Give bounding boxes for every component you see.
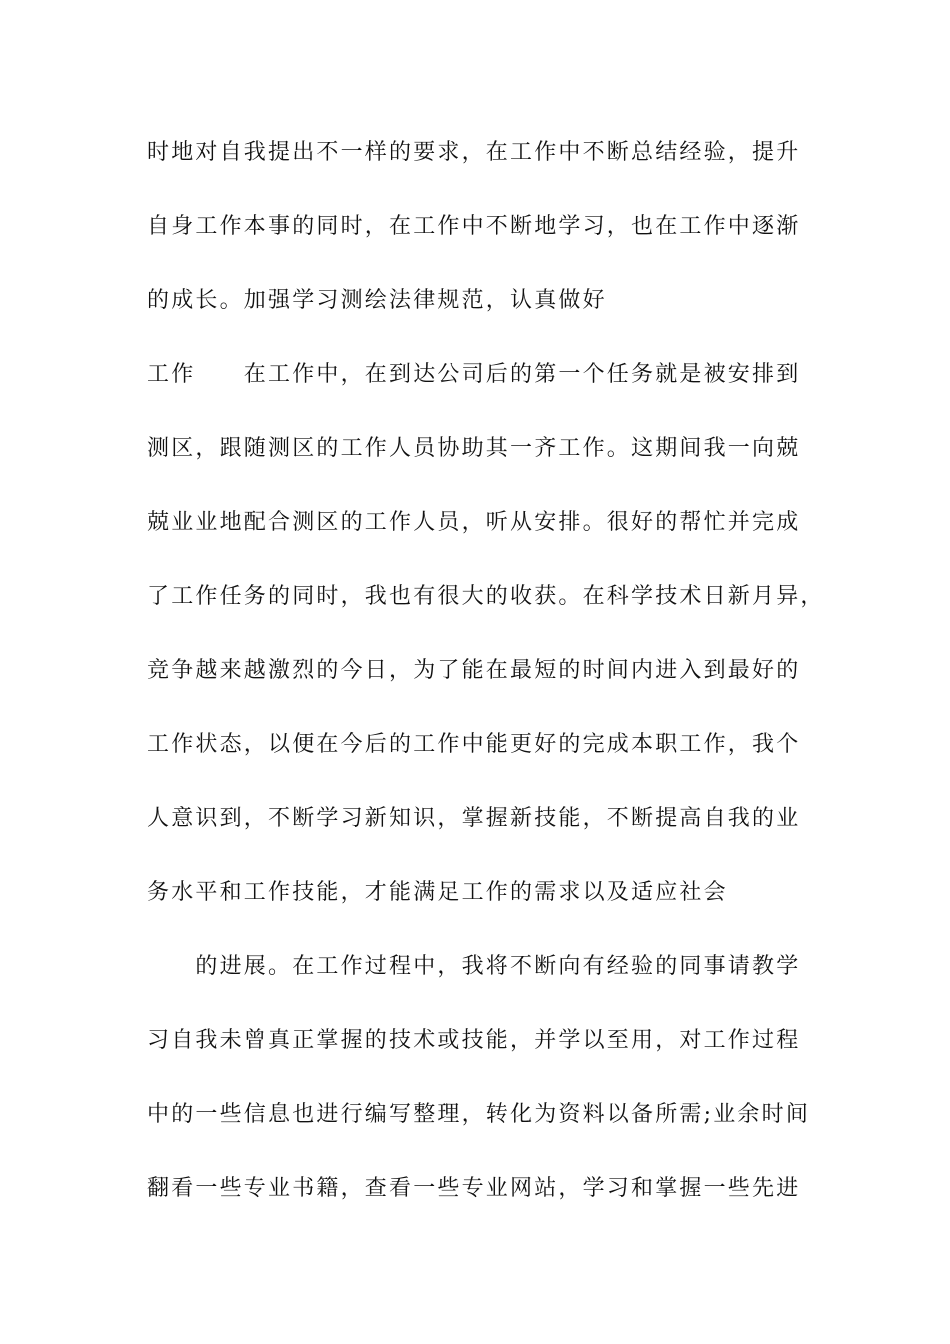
- text-line: 自身工作本事的同时，在工作中不断地学习，也在工作中逐渐: [147, 214, 801, 239]
- text-line: 工作状态，以便在今后的工作中能更好的完成本职工作，我个: [147, 732, 801, 757]
- text-line: 务水平和工作技能，才能满足工作的需求以及适应社会: [147, 880, 728, 905]
- text-line: 的进展。在工作过程中，我将不断向有经验的同事请教学: [147, 954, 801, 979]
- text-line: 时地对自我提出不一样的要求，在工作中不断总结经验，提升: [147, 140, 801, 165]
- text-line: 人意识到，不断学习新知识，掌握新技能，不断提高自我的业: [147, 806, 801, 831]
- text-line: 工作 在工作中，在到达公司后的第一个任务就是被安排到: [147, 362, 801, 387]
- text-line: 了工作任务的同时，我也有很大的收获。在科学技术日新月异，: [147, 584, 825, 609]
- text-line: 竞争越来越激烈的今日，为了能在最短的时间内进入到最好的: [147, 658, 801, 683]
- text-line: 兢业业地配合测区的工作人员，听从安排。很好的帮忙并完成: [147, 510, 801, 535]
- text-line: 的成长。加强学习测绘法律规范，认真做好: [147, 288, 607, 313]
- text-line: 测区，跟随测区的工作人员协助其一齐工作。这期间我一向兢: [147, 436, 801, 461]
- text-line: 翻看一些专业书籍，查看一些专业网站，学习和掌握一些先进: [147, 1176, 801, 1201]
- text-line: 习自我未曾真正掌握的技术或技能，并学以至用，对工作过程: [147, 1028, 801, 1053]
- text-line: 中的一些信息也进行编写整理，转化为资料以备所需;业余时间: [147, 1102, 811, 1127]
